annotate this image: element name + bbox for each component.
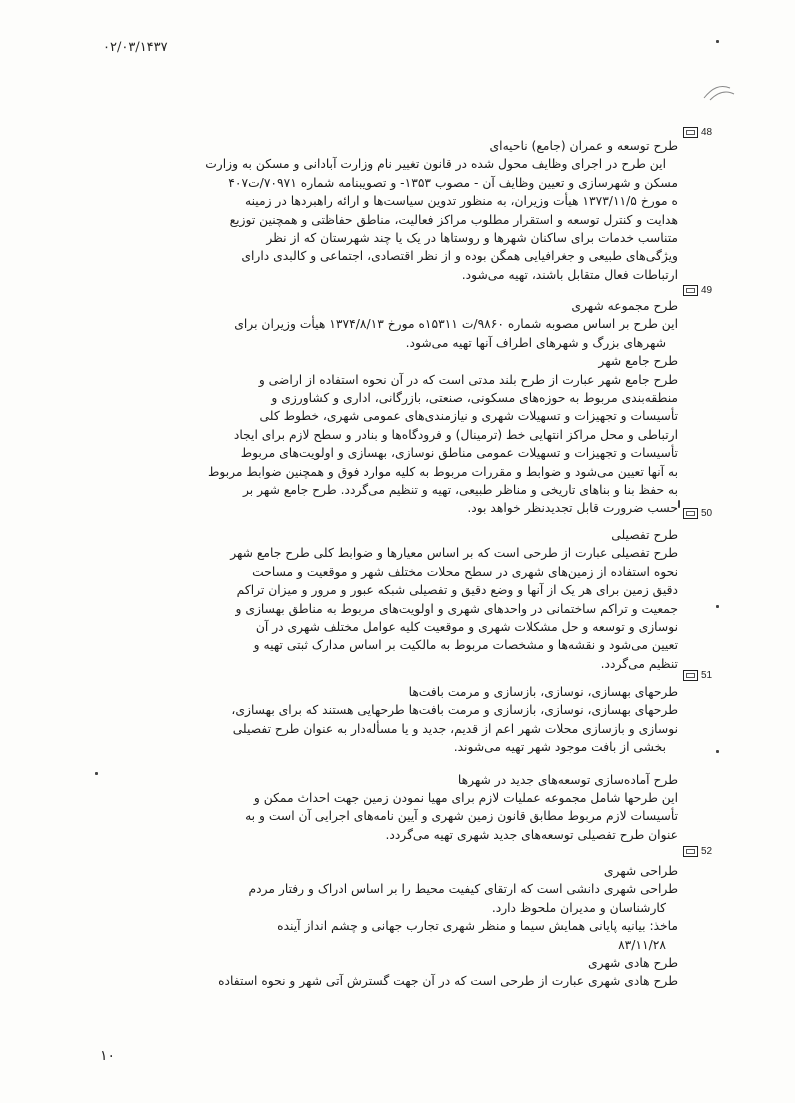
- speck: [678, 500, 680, 508]
- body-line: طرح تفصیلی عبارت از طرحی است که بر اساس معیارها و ضوابط کلی طرح جامع شهر: [230, 546, 678, 561]
- source-line: ماخذ: بیانیه پایانی همایش سیما و منظر شهری تجارب جهانی و چشم انداز آینده: [277, 919, 678, 934]
- section-marker-51: [683, 670, 712, 681]
- section-number: 48: [701, 127, 713, 138]
- body-line: متناسب خدمات برای ساکنان شهرها و روستاها در یک یا چند شهرستان که از نظر: [266, 231, 678, 246]
- section-marker-50: [683, 508, 712, 519]
- section-number: 49: [701, 285, 713, 296]
- section-marker-49: [683, 285, 712, 296]
- body-line: این طرح در اجرای وظایف محول شده در قانون تغییر نام وزارت آبادانی و مسکن به وزارت: [205, 157, 666, 172]
- body-line: طرح جامع شهر عبارت از طرح بلند مدتی است که در آن نحوه استفاده از اراضی و: [258, 372, 678, 387]
- section-50: [140, 526, 678, 673]
- body-line: تعیین می‌شود و نقشه‌ها و مشخصات مربوط به مالکیت بر اساس مدارک ثبتی تهیه و: [253, 638, 678, 653]
- spacer: [140, 757, 678, 771]
- section-marker-48: [683, 127, 712, 138]
- body-line: تأسیسات و تجهیزات و تسهیلات عمومی مناطق نوسازی، بهسازی و اولویت‌های مربوط: [240, 446, 678, 461]
- body-line: منطقه‌بندی مربوط به حوزه‌های مسکونی، صنعتی، بازرگانی، اداری و کشاورزی و: [271, 391, 678, 406]
- body-line: جمعیت و تراکم ساختمانی در واحدهای شهری و اولویت‌های مربوط به مناطق بهسازی و: [235, 601, 678, 616]
- body-line: این طرحها شامل مجموعه عملیات لازم برای مهیا نمودن زمین جهت احداث ممکن و: [253, 791, 678, 806]
- section-title: طرح توسعه و عمران (جامع) ناحیه‌ای: [489, 139, 678, 153]
- pen-scribble: [700, 78, 740, 108]
- speck: [716, 605, 719, 608]
- body-line: طرح هادی شهری عبارت از طرحی است که در آن جهت گسترش آتی شهر و نحوه استفاده: [218, 974, 678, 989]
- section-49: [140, 297, 678, 518]
- section-title: طراحی شهری: [603, 864, 678, 878]
- section-subtitle: طرح جامع شهر: [598, 354, 678, 369]
- speck: [95, 772, 98, 775]
- body-line: هدایت و کنترل توسعه و استقرار مطلوب مراکز فعالیت، مناطق حفاظتی و همچنین توزیع: [229, 212, 678, 227]
- body-line: نحوه استفاده از زمین‌های شهری در سطح محلات مختلف شهر و موقعیت و مساحت: [252, 564, 678, 579]
- speck: [716, 40, 719, 43]
- section-title: طرح مجموعه شهری: [571, 299, 678, 313]
- checkbox-icon: [683, 285, 698, 296]
- speck: [716, 750, 719, 753]
- section-48: [140, 137, 678, 284]
- source-date: ۸۳/۱۱/۲۸: [618, 937, 666, 952]
- body-line: مسکن و شهرسازی و تعیین وظایف آن - مصوب ۱۳۵۳- و تصویبنامه شماره ۷۰۹۷۱/ت۴۰۷: [228, 175, 678, 190]
- body-line: عنوان طرح تفصیلی توسعه‌های جدید شهری تهیه می‌گردد.: [385, 827, 678, 842]
- body-line: به آنها تعیین می‌شود و ضوابط و مقررات مربوط به کلیه موارد فوق و همچنین ضوابط مربوط: [207, 464, 678, 479]
- body-line: طراحی شهری دانشی است که ارتقای کیفیت محیط را بر اساس ادراک و رفتار مردم: [248, 882, 678, 897]
- section-52: [140, 862, 678, 991]
- section-subtitle: طرح آماده‌سازی توسعه‌های جدید در شهرها: [457, 772, 678, 787]
- body-line: تأسیسات و تجهیزات و تسهیلات شهری و نیازمندی‌های عمومی شهری، خطوط کلی: [259, 409, 678, 424]
- body-line: این طرح بر اساس مصوبه شماره ۹۸۶۰/ت ۱۵۳۱۱ه مورخ ۱۳۷۴/۸/۱۳ هیأت وزیران برای: [234, 317, 678, 332]
- body-line: ویژگی‌های طبیعی و جغرافیایی همگن بوده و از نظر اقتصادی، اجتماعی و کالبدی دارای: [241, 249, 678, 264]
- body-line: تنظیم می‌گردد.: [600, 656, 678, 671]
- body-line: نوسازی و توسعه و حل مشکلات شهری و موقعیت کلیه عوامل مختلف شهری در آن: [255, 620, 678, 635]
- body-line: ه مورخ ۱۳۷۳/۱۱/۵ هیأت وزیران، به منظور تدوین سیاست‌ها و ارائه راهبردها در زمینه: [244, 194, 678, 209]
- body-line: به حفظ بنا و بناهای تاریخی و مناظر طبیعی، تهیه و تنظیم می‌گردد. طرح جامع شهر بر: [243, 483, 678, 498]
- section-marker-52: [683, 846, 712, 857]
- body-line: شهرهای بزرگ و شهرهای اطراف آنها تهیه می‌شود.: [405, 335, 666, 350]
- checkbox-icon: [683, 508, 698, 519]
- body-line: کارشناسان و مدیران ملحوظ دارد.: [491, 900, 666, 915]
- body-line: طرحهای بهسازی، نوسازی، بازسازی و مرمت بافت‌ها طرحهایی هستند که برای بهسازی،: [231, 703, 678, 718]
- page-number: ۱۰: [100, 1048, 116, 1064]
- body-line: دقیق زمین برای هر یک از آنها و وضع دقیق و تفصیلی شبکه عبور و مرور و میزان تراکم: [236, 583, 678, 598]
- section-number: 51: [701, 670, 713, 681]
- section-51: [140, 683, 678, 844]
- body-line: حسب ضرورت قابل تجدیدنظر خواهد بود.: [467, 501, 678, 516]
- checkbox-icon: [683, 127, 698, 138]
- body-line: ارتباطات فعال متقابل باشند، تهیه می‌شود.: [461, 267, 678, 282]
- header-date: ۰۲/۰۳/۱۴۳۷: [103, 40, 168, 55]
- section-subtitle: طرح هادی شهری: [587, 956, 678, 971]
- body-line: ارتباطی و محل مراکز انتهایی خط (ترمینال) و فرودگاه‌ها و بنادر و سطح لازم برای ایجاد: [233, 427, 678, 442]
- body-line: تأسیسات لازم مربوط مطابق قانون زمین شهری و آیین نامه‌های اجرایی آن است و به: [245, 809, 678, 824]
- section-title: طرح تفصیلی: [611, 528, 678, 542]
- section-number: 50: [701, 508, 713, 519]
- checkbox-icon: [683, 670, 698, 681]
- body-line: نوسازی و بازسازی محلات شهر اعم از قدیم، جدید و یا مسأله‌دار به عنوان طرح تفصیلی: [232, 721, 678, 736]
- body-line: بخشی از بافت موجود شهر تهیه می‌شوند.: [453, 740, 666, 755]
- section-title: طرحهای بهسازی، نوسازی، بازسازی و مرمت بافت‌ها: [408, 685, 678, 699]
- section-number: 52: [701, 846, 713, 857]
- checkbox-icon: [683, 846, 698, 857]
